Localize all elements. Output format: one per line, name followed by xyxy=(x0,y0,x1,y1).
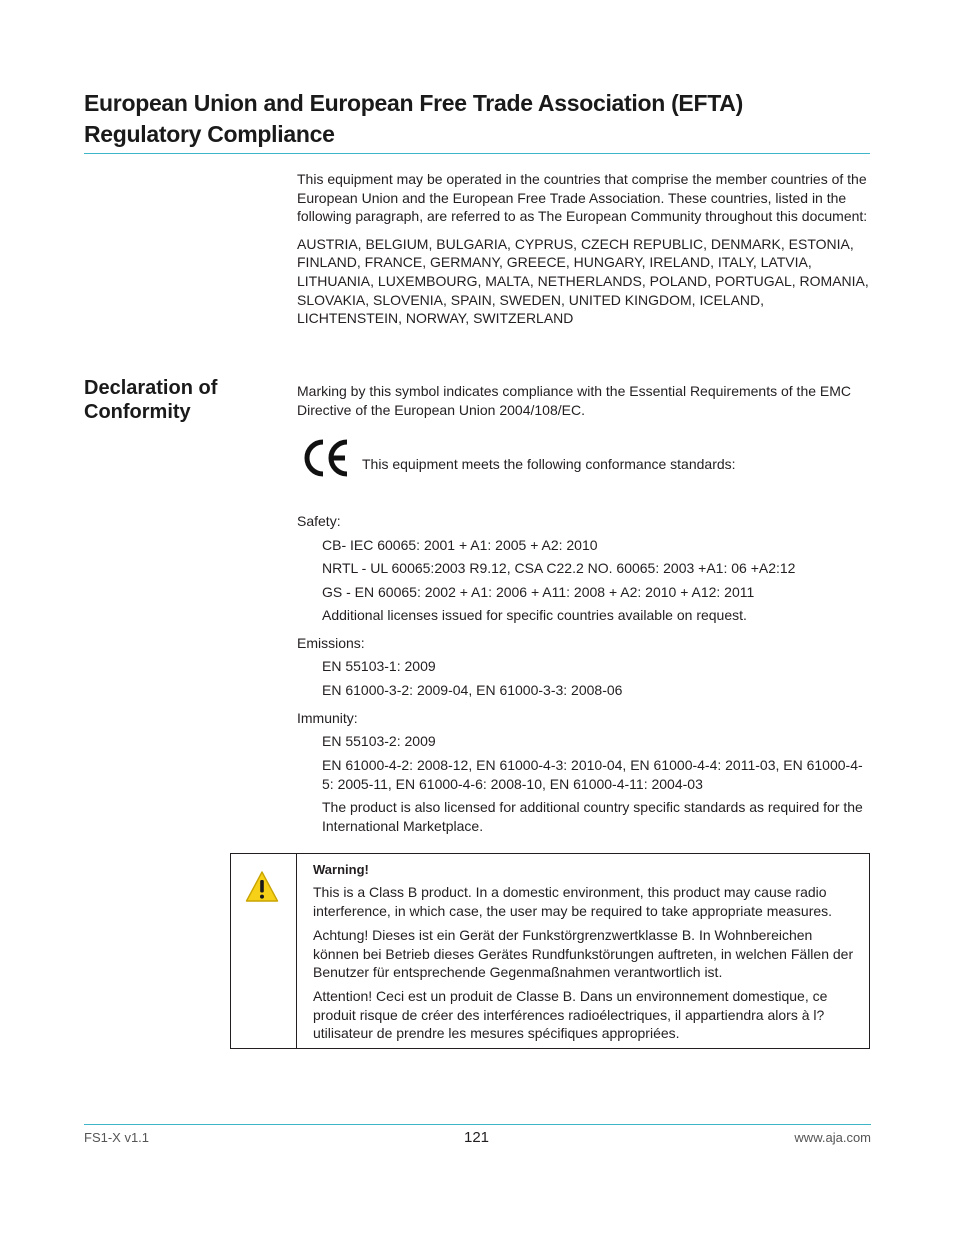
safety-standard: Additional licenses issued for specific countries available on request. xyxy=(322,607,747,623)
safety-standard: CB- IEC 60065: 2001 + A1: 2005 + A2: 2010 xyxy=(322,537,598,553)
marking-paragraph: Marking by this symbol indicates compliance with the Essential Requirements of the EMC Directive of the European Union 2004/108/EC. xyxy=(297,383,852,418)
immunity-standard: EN 55103-2: 2009 xyxy=(322,733,436,749)
emissions-standard: EN 55103-1: 2009 xyxy=(322,658,436,674)
page-number: 121 xyxy=(464,1129,490,1146)
warning-triangle-icon xyxy=(245,870,279,904)
intro-paragraph: This equipment may be operated in the countries that comprise the member countries of the European Union and the European Free Trade Association. These countries, listed in the following paragraph, are referred to as The European Community throughout this document: xyxy=(297,171,868,225)
emissions-standard: EN 61000-3-2: 2009-04, EN 61000-3-3: 2008-06 xyxy=(322,682,623,698)
safety-label: Safety: xyxy=(297,513,341,529)
ce-mark-icon xyxy=(303,436,351,480)
page-title xyxy=(84,88,874,150)
safety-standard: GS - EN 60065: 2002 + A1: 2006 + A11: 2008 + A2: 2010 + A12: 2011 xyxy=(322,584,755,600)
ce-row xyxy=(297,434,871,484)
section-heading-line2: Conformity xyxy=(84,401,191,423)
section-heading-line1: Declaration of xyxy=(84,377,218,399)
warning-divider xyxy=(296,854,297,1048)
footer-doc-version: FS1-X v1.1 xyxy=(84,1130,150,1145)
title-divider xyxy=(84,153,870,154)
warning-content xyxy=(313,861,861,1049)
warning-title: Warning! xyxy=(313,862,369,877)
warning-english: This is a Class B product. In a domestic environment, this product may cause radio interference, in which case, the user may be required to take appropriate measures. xyxy=(313,884,833,919)
warning-box xyxy=(230,853,870,1049)
immunity-standard: EN 61000-4-2: 2008-12, EN 61000-4-3: 2010-04, EN 61000-4-4: 2011-03, EN 61000-4-5: 2005-11, EN 61000-4-6: 2008-10, EN 61000-4-11: 2004-03 xyxy=(322,757,863,792)
warning-french: Attention! Ceci est un produit de Classe B. Dans un environnement domestique, ce produit risque de créer des interférences radioélectriques, il appartiendra alors à l?utilisateur de prendre les mesures spécifiques appropriées. xyxy=(313,988,828,1042)
immunity-standard: The product is also licensed for additional country specific standards as required for the International Marketplace. xyxy=(322,799,863,834)
footer-divider xyxy=(84,1124,871,1125)
safety-standard: NRTL - UL 60065:2003 R9.12, CSA C22.2 NO. 60065: 2003 +A1: 06 +A2:12 xyxy=(322,560,796,576)
emissions-label: Emissions: xyxy=(297,635,365,651)
page-title-line1: European Union and European Free Trade Association (EFTA) xyxy=(84,90,743,116)
page-title-line2: Regulatory Compliance xyxy=(84,121,335,147)
ce-statement: This equipment meets the following conformance standards: xyxy=(362,456,736,472)
section-heading-declaration xyxy=(84,376,284,424)
country-list: AUSTRIA, BELGIUM, BULGARIA, CYPRUS, CZECH REPUBLIC, DENMARK, ESTONIA, FINLAND, FRANCE, GERMANY, GREECE, HUNGARY, IRELAND, ITALY, LATVIA, LITHUANIA, LUXEMBOURG, MALTA, NETHERLANDS, POLAND, PORTUGAL, ROMANIA, SLOVAKIA, SLOVENIA, SPAIN, SWEDEN, UNITED KINGDOM, ICELAND, LICHTENSTEIN, NORWAY, SWITZERLAND xyxy=(297,235,869,327)
footer-website: www.aja.com xyxy=(794,1130,871,1145)
immunity-label: Immunity: xyxy=(297,710,358,726)
intro-section xyxy=(297,170,871,328)
warning-german: Achtung! Dieses ist ein Gerät der Funkstörgrenzwertklasse B. In Wohnbereichen können bei Betrieb dieses Gerätes Rundfunkstörungen auftreten, in welchen Fällen der Benutzer für entsprechende Gegenmaßnahmen verantwortlich ist. xyxy=(313,927,854,981)
